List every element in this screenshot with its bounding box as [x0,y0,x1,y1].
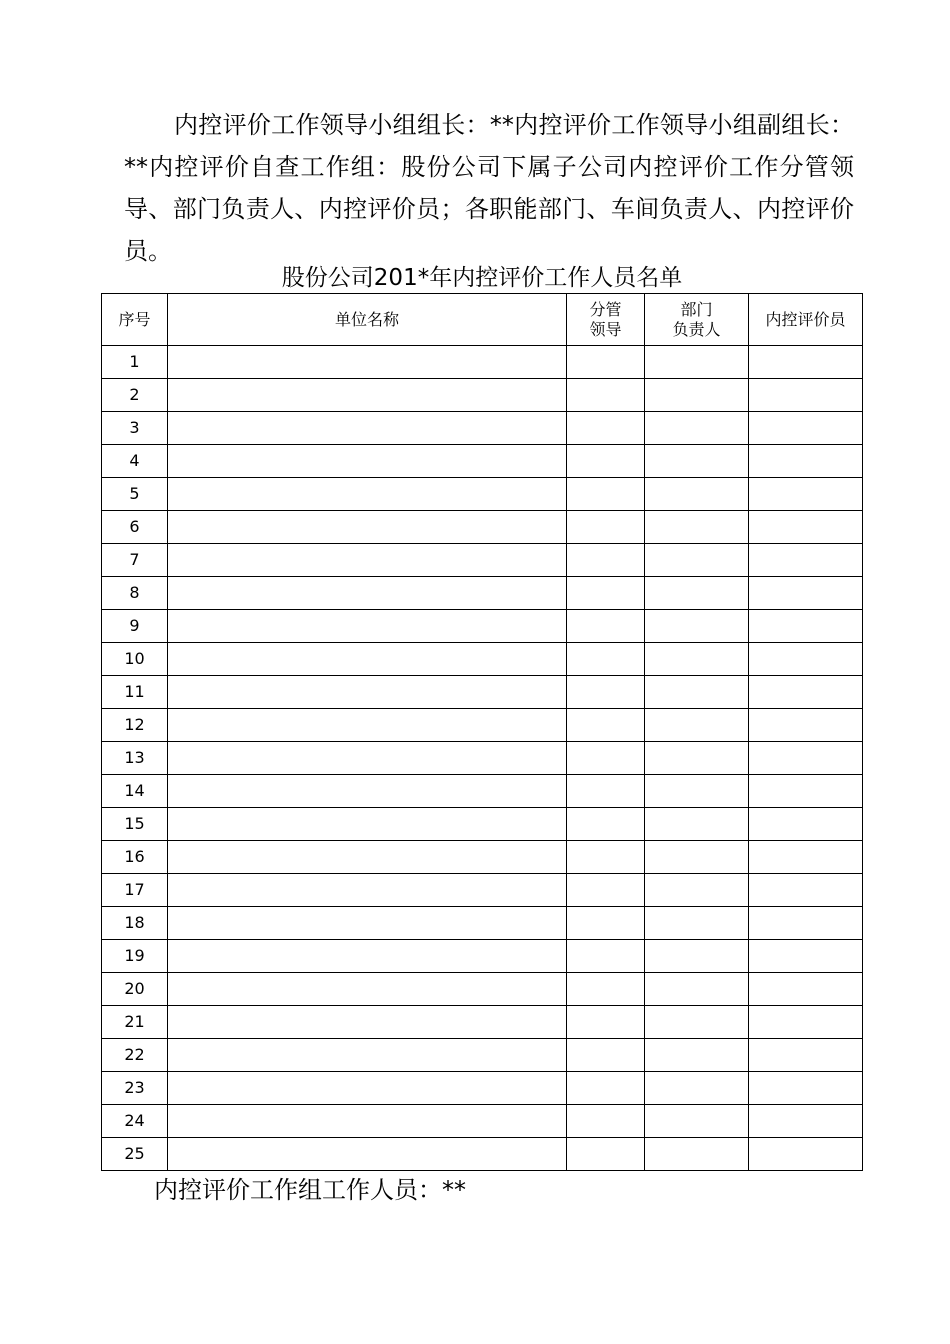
row-leader-cell [567,841,645,874]
header-dept-line1: 部门 [680,299,713,319]
header-leader-line1: 分管 [589,299,622,319]
row-evaluator-cell [749,577,863,610]
row-unit-cell [168,973,567,1006]
row-seq-cell: 15 [102,808,168,841]
table-row [102,577,863,610]
row-leader-cell [567,577,645,610]
row-unit-cell [168,1039,567,1072]
row-leader-cell [567,1072,645,1105]
row-dept-cell [645,1006,749,1039]
table-body [102,346,863,1171]
row-seq-cell: 7 [102,544,168,577]
row-leader-cell [567,1138,645,1171]
row-dept-cell [645,1039,749,1072]
table-row [102,841,863,874]
row-dept-cell [645,379,749,412]
row-unit-cell [168,1138,567,1171]
row-unit-cell [168,577,567,610]
table-row [102,1138,863,1171]
row-seq-cell: 8 [102,577,168,610]
row-dept-cell [645,412,749,445]
table-row [102,1072,863,1105]
row-leader-cell [567,412,645,445]
row-dept-cell [645,544,749,577]
row-seq-cell: 17 [102,874,168,907]
row-leader-cell [567,1006,645,1039]
table-row [102,379,863,412]
table-row [102,742,863,775]
row-dept-cell [645,874,749,907]
row-seq-cell: 9 [102,610,168,643]
table-row [102,973,863,1006]
row-evaluator-cell [749,610,863,643]
row-dept-cell [645,841,749,874]
row-leader-cell [567,973,645,1006]
row-leader-cell [567,676,645,709]
row-unit-cell [168,478,567,511]
row-dept-cell [645,940,749,973]
row-evaluator-cell [749,544,863,577]
row-unit-cell [168,643,567,676]
row-evaluator-cell [749,841,863,874]
row-unit-cell [168,940,567,973]
row-seq-cell: 1 [102,346,168,379]
header-leader [567,294,645,346]
row-unit-cell [168,808,567,841]
row-unit-cell [168,676,567,709]
row-evaluator-cell [749,973,863,1006]
row-leader-cell [567,1039,645,1072]
row-evaluator-cell [749,379,863,412]
row-unit-cell [168,907,567,940]
row-leader-cell [567,643,645,676]
row-leader-cell [567,940,645,973]
table-row [102,1105,863,1138]
row-leader-cell [567,511,645,544]
row-evaluator-cell [749,1138,863,1171]
header-leader-line2: 领导 [589,319,622,339]
table-row [102,544,863,577]
row-evaluator-cell [749,940,863,973]
row-evaluator-cell [749,874,863,907]
row-seq-cell: 12 [102,709,168,742]
row-dept-cell [645,643,749,676]
row-leader-cell [567,478,645,511]
row-leader-cell [567,445,645,478]
row-unit-cell [168,511,567,544]
intro-paragraph: 内控评价工作领导小组组长：**内控评价工作领导小组副组长：**内控评价自查工作组：股份公司下属子公司内控评价工作分管领导、部门负责人、内控评价员；各职能部门、车间负责人、内控评价员。 [124,111,854,265]
row-dept-cell [645,1138,749,1171]
row-leader-cell [567,742,645,775]
row-seq-cell: 16 [102,841,168,874]
row-dept-cell [645,445,749,478]
row-unit-cell [168,346,567,379]
row-evaluator-cell [749,1105,863,1138]
row-seq-cell: 23 [102,1072,168,1105]
row-seq-cell: 10 [102,643,168,676]
row-seq-cell: 19 [102,940,168,973]
row-evaluator-cell [749,775,863,808]
row-evaluator-cell [749,1039,863,1072]
table-row [102,478,863,511]
row-leader-cell [567,544,645,577]
table-header-row [102,294,863,346]
row-evaluator-cell [749,1072,863,1105]
row-dept-cell [645,808,749,841]
table-row [102,775,863,808]
row-unit-cell [168,544,567,577]
header-dept-head [645,294,749,346]
row-dept-cell [645,775,749,808]
row-leader-cell [567,775,645,808]
table-row [102,709,863,742]
row-unit-cell [168,1105,567,1138]
row-seq-cell: 11 [102,676,168,709]
row-evaluator-cell [749,709,863,742]
table-row [102,907,863,940]
row-evaluator-cell [749,412,863,445]
row-unit-cell [168,742,567,775]
table-title: 股份公司201*年内控评价工作人员名单 [281,265,683,291]
table-row [102,610,863,643]
header-evaluator: 内控评价员 [749,294,863,346]
row-unit-cell [168,412,567,445]
row-evaluator-cell [749,445,863,478]
row-unit-cell [168,709,567,742]
row-unit-cell [168,874,567,907]
row-evaluator-cell [749,808,863,841]
table-row [102,676,863,709]
row-evaluator-cell [749,907,863,940]
table-row [102,445,863,478]
row-dept-cell [645,610,749,643]
row-evaluator-cell [749,676,863,709]
row-unit-cell [168,379,567,412]
row-seq-cell: 24 [102,1105,168,1138]
row-dept-cell [645,511,749,544]
row-dept-cell [645,973,749,1006]
row-seq-cell: 25 [102,1138,168,1171]
row-evaluator-cell [749,478,863,511]
row-seq-cell: 2 [102,379,168,412]
row-dept-cell [645,676,749,709]
row-dept-cell [645,1072,749,1105]
row-dept-cell [645,478,749,511]
row-dept-cell [645,577,749,610]
row-unit-cell [168,1072,567,1105]
row-seq-cell: 6 [102,511,168,544]
row-seq-cell: 13 [102,742,168,775]
table-row [102,1039,863,1072]
table-row [102,511,863,544]
row-seq-cell: 4 [102,445,168,478]
row-seq-cell: 22 [102,1039,168,1072]
row-seq-cell: 5 [102,478,168,511]
row-unit-cell [168,445,567,478]
row-dept-cell [645,709,749,742]
row-seq-cell: 14 [102,775,168,808]
row-unit-cell [168,610,567,643]
row-seq-cell: 3 [102,412,168,445]
row-seq-cell: 21 [102,1006,168,1039]
table-row [102,1006,863,1039]
row-leader-cell [567,907,645,940]
row-seq-cell: 20 [102,973,168,1006]
row-evaluator-cell [749,1006,863,1039]
table-row [102,643,863,676]
row-leader-cell [567,379,645,412]
row-unit-cell [168,775,567,808]
row-leader-cell [567,709,645,742]
row-dept-cell [645,1105,749,1138]
row-leader-cell [567,346,645,379]
table-row [102,940,863,973]
personnel-table [101,293,863,1171]
row-evaluator-cell [749,346,863,379]
table-row [102,412,863,445]
row-dept-cell [645,742,749,775]
footer-line: 内控评价工作组工作人员：** [154,1176,466,1204]
row-leader-cell [567,610,645,643]
row-leader-cell [567,874,645,907]
table-row [102,874,863,907]
row-dept-cell [645,907,749,940]
table-row [102,346,863,379]
header-seq: 序号 [102,294,168,346]
row-leader-cell [567,808,645,841]
row-unit-cell [168,1006,567,1039]
table-row [102,808,863,841]
row-evaluator-cell [749,511,863,544]
header-dept-line2: 负责人 [672,319,721,339]
row-seq-cell: 18 [102,907,168,940]
row-evaluator-cell [749,643,863,676]
row-evaluator-cell [749,742,863,775]
header-unit-name: 单位名称 [168,294,567,346]
row-leader-cell [567,1105,645,1138]
row-unit-cell [168,841,567,874]
row-dept-cell [645,346,749,379]
